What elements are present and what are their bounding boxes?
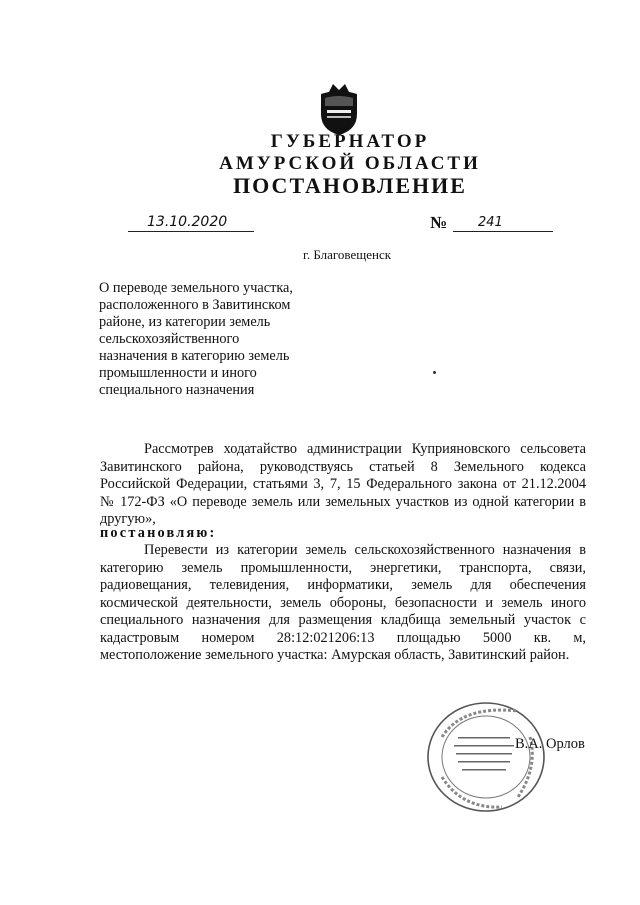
date-underline bbox=[128, 231, 254, 232]
speck bbox=[433, 371, 436, 374]
preamble-paragraph bbox=[100, 441, 586, 529]
official-seal-icon bbox=[422, 697, 550, 815]
body-line: категорию земель промышленности, энергетики, транспорта, связи, bbox=[100, 559, 586, 576]
body-line: радиовещания, телевидения, информатики, земель для обеспечения bbox=[100, 577, 586, 593]
body-line: Перевести из категории земель сельскохозяйственного назначения в bbox=[144, 542, 586, 558]
subject-line: расположенного в Завитинском bbox=[99, 297, 291, 313]
authority-title: ГУБЕРНАТОР bbox=[270, 131, 430, 152]
resolution-paragraph bbox=[100, 542, 586, 665]
subject-line: районе, из категории земель bbox=[99, 314, 271, 330]
body-line: космической деятельности, земель обороны, безопасности и земель иного bbox=[100, 594, 586, 611]
subject-line: специального назначения bbox=[99, 382, 255, 398]
body-line: кадастровым номером 28:12:021206:13 площадью 5000 кв. м, bbox=[100, 629, 586, 646]
subject-line: промышленности и иного bbox=[99, 365, 257, 381]
subject-line: О переводе земельного участка, bbox=[99, 280, 293, 296]
document-date: 13.10.2020 bbox=[147, 214, 228, 230]
coat-of-arms-icon bbox=[313, 80, 365, 136]
body-line: специального назначения для размещения кладбища земельный участок с bbox=[100, 612, 586, 628]
body-line: местоположение земельного участка: Амурская область, Завитинский район. bbox=[100, 647, 570, 663]
body-line: № 172-ФЗ «О переводе земель или земельных участков из одной категории в bbox=[100, 493, 586, 510]
body-line: Российской Федерации, статьями 3, 7, 15 Федерального закона от 21.12.2004 bbox=[100, 476, 586, 492]
subject-block bbox=[99, 280, 329, 399]
body-line: Завитинского района, руководствуясь статьей 8 Земельного кодекса bbox=[100, 458, 586, 475]
number-label: № bbox=[430, 213, 448, 232]
document-number: 241 bbox=[478, 215, 503, 230]
body-line: Рассмотрев ходатайство администрации Куприяновского сельсовета bbox=[144, 441, 586, 457]
document-type: ПОСТАНОВЛЕНИЕ bbox=[233, 173, 467, 198]
city: г. Благовещенск bbox=[303, 247, 392, 262]
number-underline bbox=[453, 231, 553, 232]
subject-line: сельскохозяйственного bbox=[99, 331, 240, 347]
resolve-word: постановляю: bbox=[100, 525, 217, 541]
subject-line: назначения в категорию земель bbox=[99, 348, 290, 364]
region-title: АМУРСКОЙ ОБЛАСТИ bbox=[219, 153, 481, 174]
body-line: другую», bbox=[100, 511, 156, 527]
signatory-name: В.А. Орлов bbox=[515, 736, 585, 752]
